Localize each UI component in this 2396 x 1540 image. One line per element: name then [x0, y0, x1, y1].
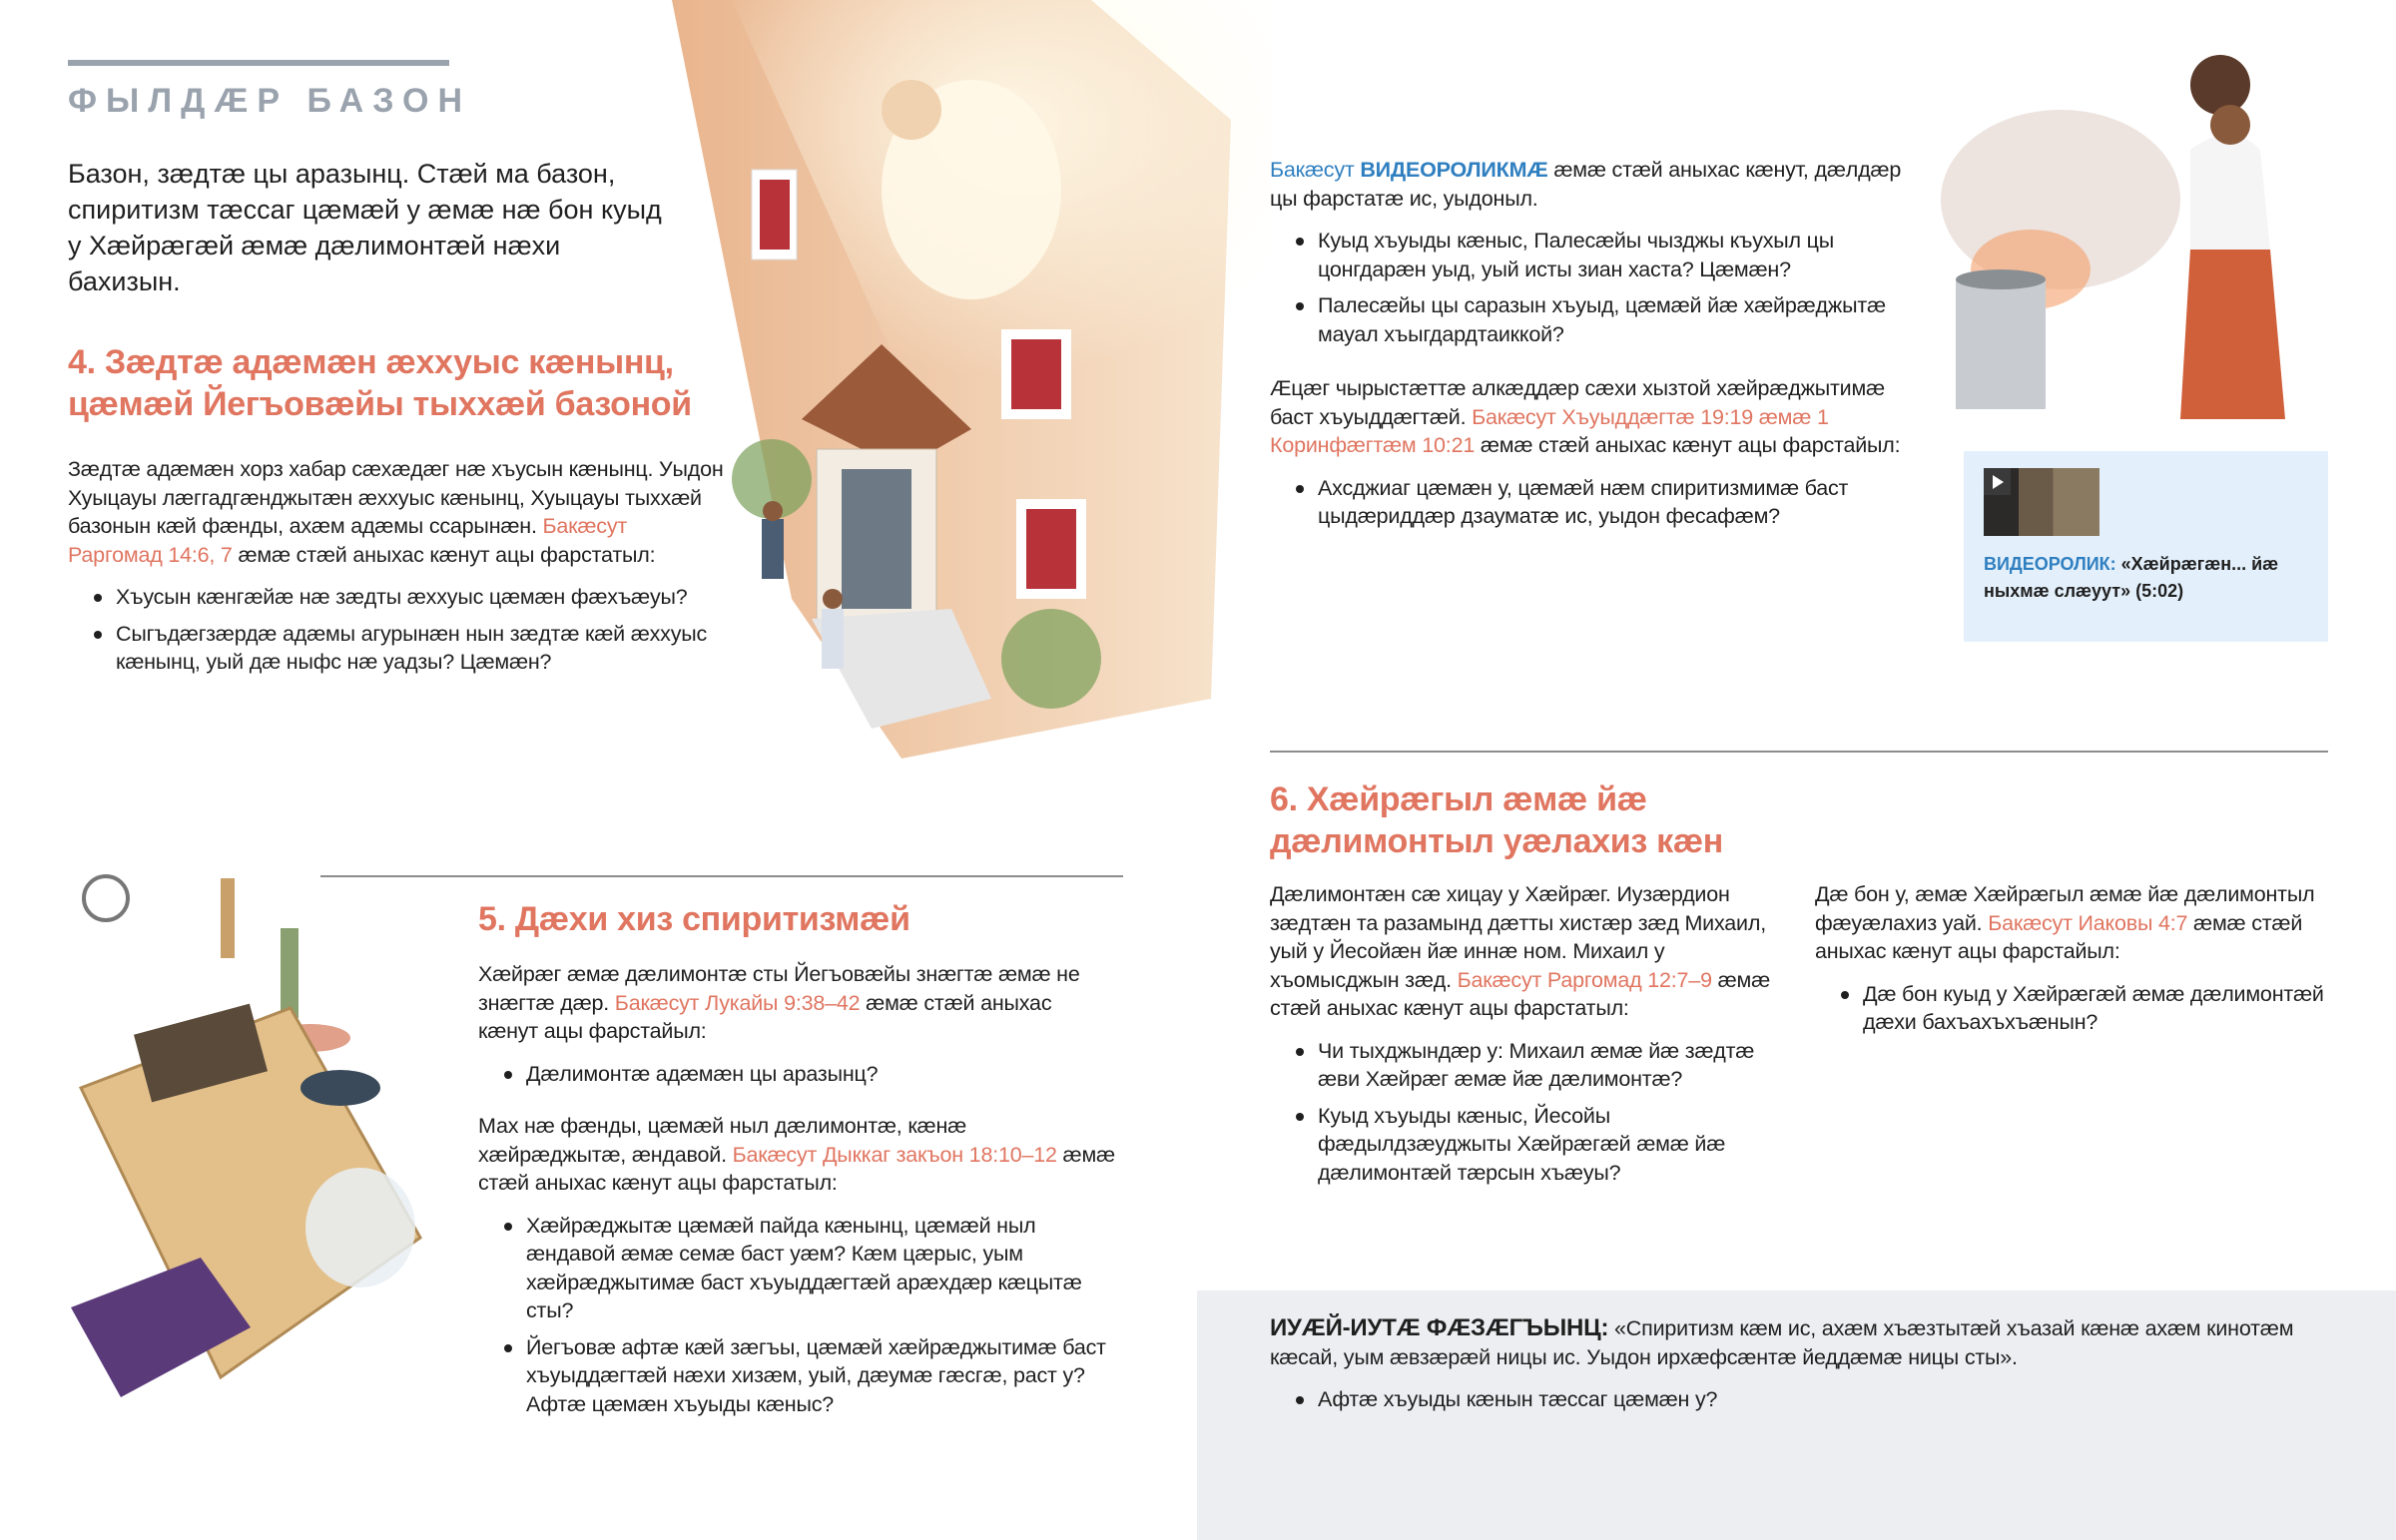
video-discussion — [1270, 156, 1929, 539]
objection-quote: «Спиритизм кæм ис, ахæм хъæзтытæй хъазай кæнæ ахæм кинотæм кæсай, уым æвзæрæй ницы ис. Уыдон ирхæфсæнтæ йеддæмæ ницы сты». — [1270, 1316, 2294, 1369]
question-item: Хæйрæджытæ цæмæй пайда кæнынц, цæмæй ныл æндавой æмæ семæ баст уæм? Кæм цæрыс, уым хæйрæджытимæ баст хъуыддæгтæй арæхдæр кæцытæ сты? — [526, 1212, 1117, 1325]
question-item: Афтæ хъуыды кæнын тæссаг цæмæн у? — [1318, 1385, 2348, 1414]
header-rule — [68, 60, 449, 66]
section-5-heading: 5. Дæхи хиз спиритизмæй — [478, 900, 910, 938]
question-item: Йегъовæ афтæ кæй зæгъы, цæмæй хæйрæджытимæ баст хъуыддæгтæй нæхи хизæм, уый, дæумæ гæсгæ, раст у? Афтæ цæмæн хъуыды кæныс? — [526, 1333, 1117, 1419]
objection-text — [1270, 1314, 2348, 1371]
question-item: Палесæйы цы саразын хъуыд, цæмæй йæ хæйрæджытæ мауал хъыгдардтаиккой? — [1318, 291, 1929, 348]
question-item: Дæ бон куыд у Хæйрæгæй æмæ дæлимонтæй дæхи бахъахъхъæнын? — [1863, 980, 2329, 1037]
text: Зæдтæ адæмæн хорз хабар сæхæдæг нæ хъусын кæнынц. Уыдон Хуыцауы лæггадгæнджытæн æххуыс кæнынц, Хуыцауы тыххæй базонын кæй фæнды, ахæм адæмы ссарынæн. — [68, 457, 724, 538]
text: Мах нæ фæнды, цæмæй ныл дæлимонтæ, кæнæ хæйрæджытæ, æндавой. — [478, 1114, 967, 1167]
text: Æцæг чырыстæттæ алкæддæр сæхи хызтой хæйрæджытимæ баст хъуыддæгтæй. — [1270, 376, 1885, 429]
question-item: Чи тыхджындæр у: Михаил æмæ йæ зæдтæ æви Хæйрæг æмæ йæ дæлимонтæ? — [1318, 1037, 1784, 1094]
divider — [1270, 751, 2328, 753]
text: æмæ стæй аныхас кæнут ацы фарстайыл: — [1815, 910, 2303, 963]
scripture-link[interactable]: Бакæсут Дыккаг закъон 18:10–12 — [732, 1142, 1057, 1167]
question-item: Дæлимонтæ адæмæн цы аразынц? — [526, 1060, 1117, 1089]
question-list — [1815, 980, 2329, 1037]
scripture-paragraph — [1270, 374, 1929, 460]
video-caption — [1984, 551, 2303, 605]
section-5-paragraph — [478, 960, 1117, 1046]
text: æмæ стæй аныхас кæнут ацы фарстайыл: — [478, 990, 1052, 1043]
section-4-paragraph — [68, 455, 727, 569]
section-4-heading: 4. Зæдтæ адæмæн æххуыс кæнынц, цæмæй Йегъовæйы тыххæй базоной — [68, 343, 692, 423]
question-list — [478, 1060, 1117, 1089]
video-card[interactable] — [1964, 451, 2328, 642]
question-item: Сыгъдæгзæрдæ адæмы агурынæн нын зæдтæ кæй æххуыс кæнынц, уый дæ ныфс нæ уадзы? Цæмæн? — [116, 620, 727, 677]
section-6-heading: 6. Хæйрæгыл æмæ йæ дæлимонтыл уæлахиз кæн — [1270, 780, 1724, 860]
section-5 — [478, 898, 1117, 1426]
video-link[interactable]: ВИДЕОРОЛИКМÆ — [1360, 158, 1548, 182]
text: Дæлимонтæн сæ хицау у Хæйрæг. Иузæрдион зæдтæн та разамынд дæтты хистæр зæд Михаил, уый у Йесойæн йæ иннæ ном. Михаил у хъомысджын зæд. — [1270, 882, 1766, 992]
text: æмæ стæй аныхас кæнут ацы фарстатыл: — [232, 542, 656, 567]
section-6-paragraph — [1815, 880, 2329, 966]
text: æмæ стæй аныхас кæнут, дæлдæр цы фарстатæ ис, уыдоныл. — [1270, 158, 1902, 211]
question-list — [68, 583, 727, 677]
section-5-paragraph — [478, 1112, 1117, 1198]
question-list — [1270, 474, 1929, 531]
question-item: Куыд хъуыды кæныс, Палесæйы чызджы къухыл цы цонгдарæн уыд, уый исты зиан хаста? Цæмæн? — [1318, 227, 1929, 283]
video-title[interactable]: «Хæйрæгæн... йæ ныхмæ слæуут» (5:02) — [1984, 554, 2279, 601]
section-6-column-2 — [1815, 880, 2329, 1045]
objection-content — [1270, 1314, 2348, 1422]
scripture-link[interactable]: Бакæсут Хъуыддæгтæ 19:19 æмæ 1 Коринфæгтæм 10:21 — [1270, 404, 1829, 457]
video-paragraph — [1270, 156, 1929, 213]
question-list — [1270, 1385, 2348, 1414]
page-title: ФЫЛДÆР БАЗОН — [68, 82, 472, 120]
question-list — [1270, 1037, 1784, 1188]
objection-label: ИУÆЙ-ИУТÆ ФÆЗÆГЪЫНЦ: — [1270, 1314, 1609, 1341]
text: Дæ бон у, æмæ Хæйрæгыл æмæ йæ дæлимонтыл фæуæлахиз уай. — [1815, 882, 2315, 935]
question-list — [1270, 227, 1929, 348]
house-angel-illustration — [672, 0, 1271, 778]
text: æмæ стæй аныхас кæнут ацы фарстатыл: — [1270, 967, 1771, 1020]
question-item: Куыд хъуыды кæныс, Йесойы фæдылдзæуджыты Хæйрæгæй æмæ йæ дæлимонтæй тæрсын хъæуы? — [1318, 1102, 1784, 1188]
intro-text: Базон, зæдтæ цы аразынц. Стæй ма базон, спиритизм тæссаг цæмæй у æмæ нæ бон куыд у Хæйрæгæй æмæ дæлимонтæй нæхи бахизын. — [68, 159, 662, 296]
section-6-paragraph — [1270, 880, 1784, 1023]
question-item: Хъусын кæнгæйæ нæ зæдты æххуыс цæмæн фæхъæуы? — [116, 583, 727, 612]
section-6-column-1 — [1270, 880, 1784, 1195]
scripture-link[interactable]: Бакæсут Раргомад 14:6, 7 — [68, 514, 628, 567]
scripture-link[interactable]: Бакæсут Раргомад 12:7–9 — [1457, 967, 1712, 992]
video-label: ВИДЕОРОЛИК: — [1984, 554, 2116, 574]
text: æмæ стæй аныхас кæнут ацы фарстайыл: — [1475, 433, 1901, 457]
play-icon[interactable] — [1984, 468, 2011, 495]
occult-objects-illustration — [61, 858, 460, 1432]
objection-box — [1197, 1290, 2396, 1540]
video-thumbnail[interactable] — [1984, 468, 2099, 536]
question-list — [478, 1212, 1117, 1419]
text: æмæ стæй аныхас кæнут ацы фарстатыл: — [478, 1142, 1115, 1195]
scripture-link[interactable]: Бакæсут Иаковы 4:7 — [1988, 910, 2188, 935]
text: Хæйрæг æмæ дæлимонтæ сты Йегъовæйы знæгтæ æмæ не знæгтæ дæр. — [478, 962, 1080, 1015]
woman-burning-items-illustration — [1941, 40, 2340, 419]
section-4 — [68, 341, 727, 685]
video-link[interactable]: Бакæсут — [1270, 158, 1361, 182]
question-item: Ахсджиаг цæмæн у, цæмæй нæм спиритизмимæ баст цыдæриддæр дзауматæ ис, уыдон фесафæм? — [1318, 474, 1929, 531]
scripture-link[interactable]: Бакæсут Лукайы 9:38–42 — [614, 990, 861, 1015]
